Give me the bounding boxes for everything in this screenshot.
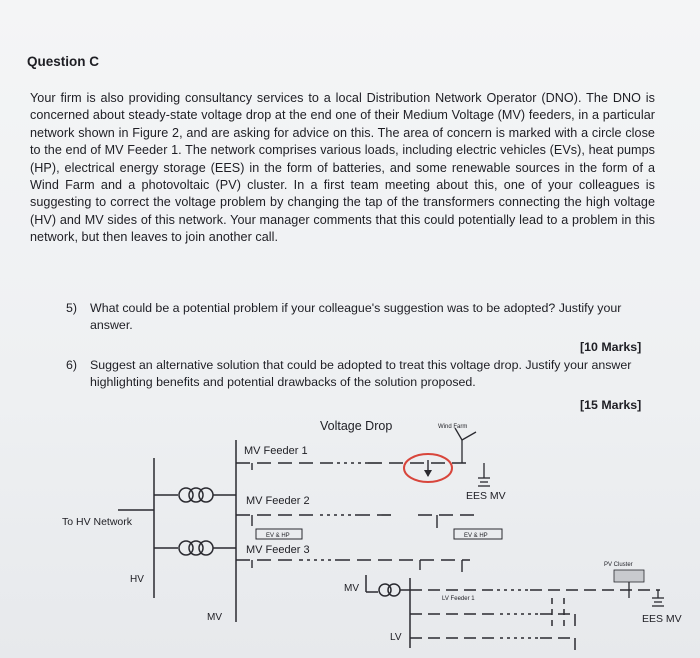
to-hv-network-label: To HV Network — [62, 516, 133, 528]
ev-hp-label-1: EV & HP — [266, 533, 290, 539]
ees-mv-right-icon — [652, 590, 664, 606]
question-6-number: 6) — [66, 358, 78, 372]
wind-farm-label: Wind Farm — [438, 424, 468, 430]
mv-feeder-2-label: MV Feeder 2 — [246, 495, 310, 507]
transformer-1 — [179, 488, 213, 502]
pv-cluster-label: PV Cluster — [604, 562, 633, 568]
mv-left-label: MV — [207, 612, 222, 623]
ees-mv-right-label: EES MV — [642, 613, 682, 625]
lv-feeder-1-label: LV Feeder 1 — [442, 596, 475, 602]
transformer-2 — [179, 541, 213, 555]
question-6-text: Suggest an alternative solution that could be adopted to treat this voltage drop. Justify your answer highlighting benefits and potential drawbacks of the solution proposed. — [90, 358, 632, 389]
voltage-drop-label: Voltage Drop — [320, 419, 393, 433]
intro-paragraph: Your firm is also providing consultancy services to a local Distribution Network Operator (DNO). The DNO is concerned about steady-state voltage drop at the end one of their Medium Voltage (MV) feeders, in a particular network shown in Figure 2, and are asking for advice on this. The area of concern is marked with a circle close to the end of MV Feeder 1. The network comprises various loads, including electric vehicles (EVs), heat pumps (HP), electrical energy storage (EES) in the form of batteries, and some renewable sources in the form of a Wind Farm and a photovoltaic (PV) cluster. In a first team meeting about this, one of your colleagues is suggesting to correct the voltage problem by changing the tap of the transformers connecting the high voltage (HV) and MV sides of this network. Your manager comments that this could potentially lead to a problem in this network, but then leaves to join another call. — [30, 91, 655, 245]
wind-farm-icon — [455, 428, 476, 463]
question-5-number: 5) — [66, 301, 78, 315]
pv-cluster-icon — [614, 570, 644, 582]
ees-mv-top-label: EES MV — [466, 490, 506, 502]
mv-mid-label: MV — [344, 583, 359, 594]
mv-feeder-1-label: MV Feeder 1 — [244, 445, 308, 457]
hv-label: HV — [130, 574, 144, 585]
question-6-marks: [15 Marks] — [580, 398, 642, 412]
ev-hp-label-2: EV & HP — [464, 533, 488, 539]
question-heading: Question C — [27, 54, 100, 69]
mv-feeder-3-label: MV Feeder 3 — [246, 544, 310, 556]
question-5-text: What could be a potential problem if your colleague's suggestion was to be adopted? Justify your answer. — [90, 301, 622, 332]
lv-label: LV — [390, 632, 402, 643]
question-5-marks: [10 Marks] — [580, 340, 642, 354]
ees-mv-top-icon — [478, 463, 490, 486]
